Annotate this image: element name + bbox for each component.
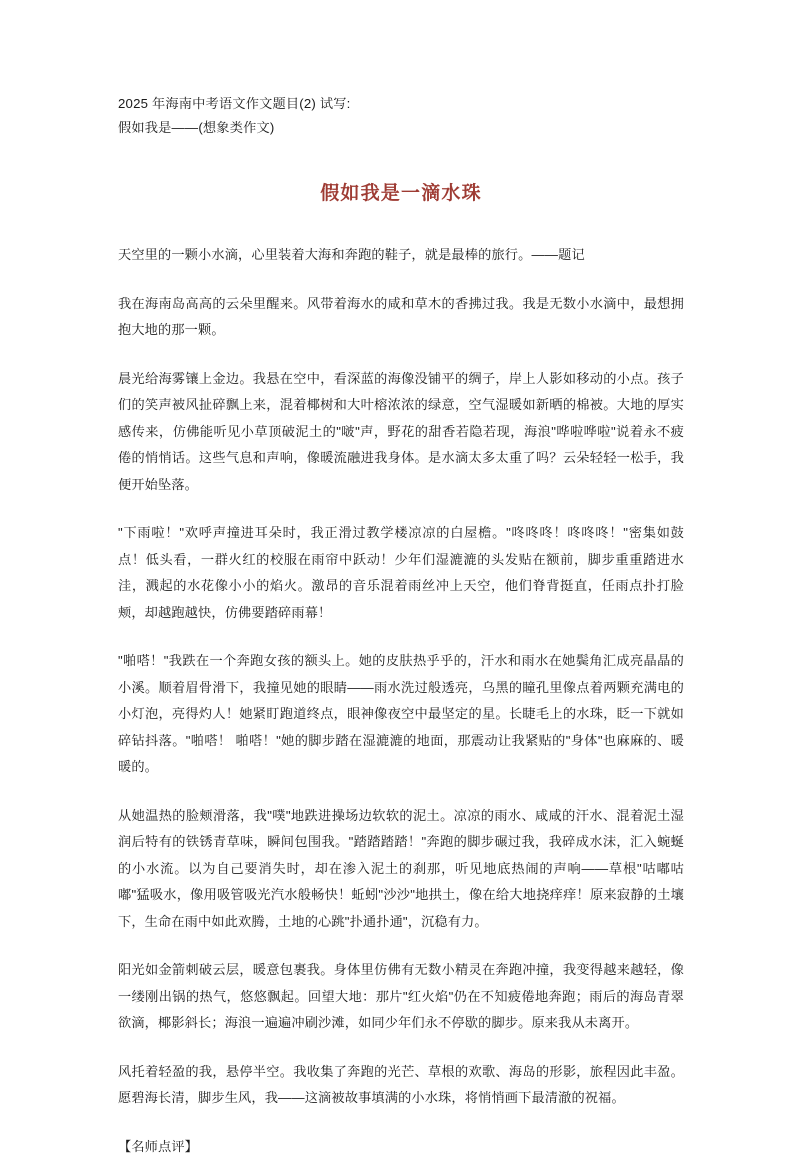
paragraph-1: 我在海南岛高高的云朵里醒来。风带着海水的咸和草木的香拂过我。我是无数小水滴中，最想拥抱大地的那一颗。 [118,291,684,344]
paragraph-epigraph: 天空里的一颗小水滴，心里装着大海和奔跑的鞋子，就是最棒的旅行。——题记 [118,242,684,269]
paragraph-6: 阳光如金箭刺破云层，暖意包裹我。身体里仿佛有无数小精灵在奔跑冲撞，我变得越来越轻，像一缕刚出锅的热气，悠悠飘起。回望大地：那片"红火焰"仍在不知疲倦地奔跑；雨后的海岛青翠欲滴，椰影斜长；海浪一遍遍冲刷沙滩，如同少年们永不停歇的脚步。原来我从未离开。 [118,957,684,1037]
paragraph-4: "啪嗒！"我跌在一个奔跑女孩的额头上。她的皮肤热乎乎的，汗水和雨水在她鬓角汇成亮晶晶的小溪。顺着眉骨滑下，我撞见她的眼睛——雨水洗过般透亮，乌黑的瞳孔里像点着两颗充满电的小灯泡，亮得灼人！她紧盯跑道终点，眼神像夜空中最坚定的星。长睫毛上的水珠，眨一下就如碎钻抖落。"啪嗒！ 啪嗒！"她的脚步踏在湿漉漉的地面，那震动让我紧贴的"身体"也麻麻的、暖暖的。 [118,648,684,781]
essay-prompt-block [118,92,684,140]
essay-body [118,242,684,1160]
prompt-line-1: 2025 年海南中考语文作文题目(2) 试写: [118,92,684,116]
paragraph-3: "下雨啦！"欢呼声撞进耳朵时，我正滑过教学楼凉凉的白屋檐。"咚咚咚！咚咚咚！"密集如鼓点！低头看，一群火红的校服在雨帘中跃动！少年们湿漉漉的头发贴在额前，脚步重重踏进水洼，溅起的水花像小小的焰火。激昂的音乐混着雨丝冲上天空，他们脊背挺直，任雨点扑打脸颊，却越跑越快，仿佛要踏碎雨幕！ [118,520,684,626]
paragraph-5: 从她温热的脸颊滑落，我"噗"地跌进操场边软软的泥土。凉凉的雨水、咸咸的汗水、混着泥土湿润后特有的铁锈青草味，瞬间包围我。"踏踏踏踏！"奔跑的脚步碾过我，我碎成水沫，汇入蜿蜒的小水流。以为自己要消失时，却在渗入泥土的刹那，听见地底热闹的声响——草根"咕嘟咕嘟"猛吸水，像用吸管吸光汽水般畅快！蚯蚓"沙沙"地拱土，像在给大地挠痒痒！原来寂静的土壤下，生命在雨中如此欢腾，土地的心跳"扑通扑通"，沉稳有力。 [118,803,684,936]
prompt-line-2: 假如我是——(想象类作文) [118,116,684,140]
paragraph-7: 风托着轻盈的我，悬停半空。我收集了奔跑的光芒、草根的欢歌、海岛的形影，旅程因此丰盈。愿碧海长清，脚步生风，我——这滴被故事填满的小水珠，将悄悄画下最清澈的祝福。 [118,1059,684,1112]
teacher-comment-label: 【名师点评】 [118,1134,684,1160]
paragraph-2: 晨光给海雾镶上金边。我悬在空中，看深蓝的海像没铺平的绸子，岸上人影如移动的小点。孩子们的笑声被风扯碎飘上来，混着椰树和大叶榕浓浓的绿意，空气湿暖如新晒的棉被。大地的厚实感传来，仿佛能听见小草顶破泥土的"啵"声，野花的甜香若隐若现，海浪"哗啦哗啦"说着永不疲倦的悄悄话。这些气息和声响，像暖流融进我身体。是水滴太多太重了吗？云朵轻轻一松手，我便开始坠落。 [118,366,684,499]
document-content [118,92,684,1160]
essay-title: 假如我是一滴水珠 [118,180,684,208]
